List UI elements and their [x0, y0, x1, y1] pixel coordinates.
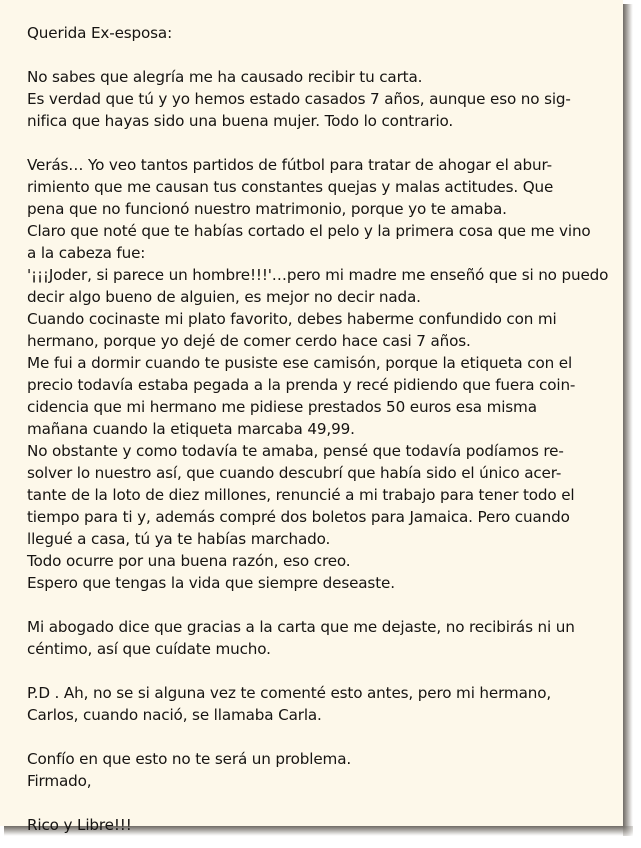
- text-line: céntimo, así que cuídate mucho.: [27, 640, 271, 658]
- text-line: Cuando cocinaste mi plato favorito, debes haberme confundido con mi: [27, 310, 557, 328]
- text-line: hermano, porque yo dejé de comer cerdo hace casi 7 años.: [27, 332, 471, 350]
- text-line: Todo ocurre por una buena razón, eso creo.: [27, 552, 351, 570]
- text-line: Espero que tengas la vida que siempre deseaste.: [27, 574, 395, 592]
- text-line: solver lo nuestro así, que cuando descubrí que había sido el único acer-: [27, 464, 562, 482]
- text-line: Querida Ex-esposa:: [27, 24, 173, 42]
- text-line: cidencia que mi hermano me pidiese prestados 50 euros esa misma: [27, 398, 537, 416]
- text-line: '¡¡¡Joder, si parece un hombre!!!'…pero mi madre me enseñó que si no puedo: [27, 266, 609, 284]
- letter-body: [27, 22, 609, 836]
- text-line: a la cabeza fue:: [27, 244, 146, 262]
- text-line: Mi abogado dice que gracias a la carta que me dejaste, no recibirás ni un: [27, 618, 575, 636]
- text-line: tiempo para ti y, además compré dos boletos para Jamaica. Pero cuando: [27, 508, 570, 526]
- text-line: Firmado,: [27, 772, 92, 790]
- text-line: llegué a casa, tú ya te habías marchado.: [27, 530, 331, 548]
- paragraph-closing: [27, 748, 605, 792]
- text-line: P.D . Ah, no se si alguna vez te comenté esto antes, pero mi hermano,: [27, 684, 552, 702]
- text-line: pena que no funcionó nuestro matrimonio, porque yo te amaba.: [27, 200, 507, 218]
- text-line: Verás… Yo veo tantos partidos de fútbol para tratar de ahogar el abur-: [27, 156, 552, 174]
- text-line: No obstante y como todavía te amaba, pensé que todavía podíamos re-: [27, 442, 564, 460]
- text-line: No sabes que alegría me ha causado recibir tu carta.: [27, 68, 423, 86]
- page-shadow-right: [623, 4, 633, 830]
- paragraph-opening: [27, 66, 605, 132]
- text-line: rimiento que me causan tus constantes quejas y malas actitudes. Que: [27, 178, 554, 196]
- text-line: tante de la loto de diez millones, renuncié a mi trabajo para tener todo el: [27, 486, 575, 504]
- text-line: Me fui a dormir cuando te pusiste ese camisón, porque la etiqueta con el: [27, 354, 573, 372]
- paragraph-signature: [27, 814, 605, 836]
- text-line: precio todavía estaba pegada a la prenda y recé pidiendo que fuera coin-: [27, 376, 576, 394]
- paragraph-postscript: [27, 682, 605, 726]
- text-line: mañana cuando la etiqueta marcaba 49,99.: [27, 420, 355, 438]
- text-line: nifica que hayas sido una buena mujer. Todo lo contrario.: [27, 112, 454, 130]
- text-line: Confío en que esto no te será un problema.: [27, 750, 352, 768]
- text-line: Carlos, cuando nació, se llamaba Carla.: [27, 706, 322, 724]
- paragraph-salutation: [27, 22, 605, 44]
- text-line: Es verdad que tú y yo hemos estado casados 7 años, aunque eso no sig-: [27, 90, 571, 108]
- paragraph-body: [27, 154, 609, 594]
- paragraph-lawyer: [27, 616, 605, 660]
- text-line: Claro que noté que te habías cortado el pelo y la primera cosa que me vino: [27, 222, 591, 240]
- text-line: Rico y Libre!!!: [27, 816, 132, 834]
- page-shadow-corner: [623, 826, 633, 836]
- text-line: decir algo bueno de alguien, es mejor no decir nada.: [27, 288, 421, 306]
